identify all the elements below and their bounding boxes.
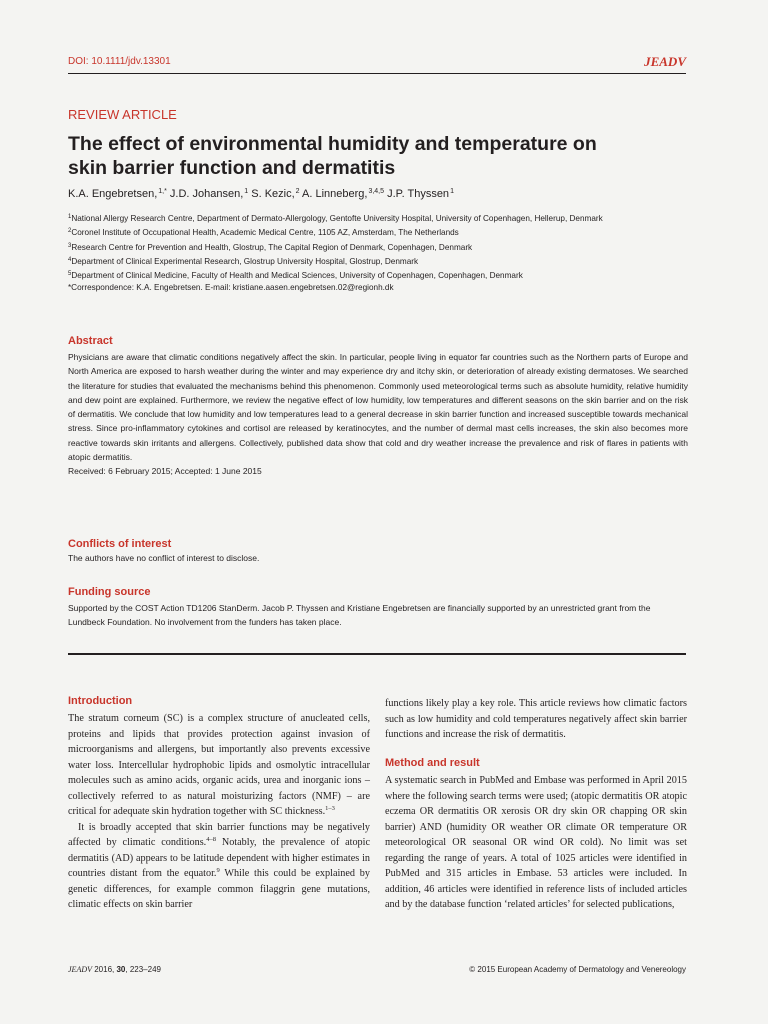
article-title: The effect of environmental humidity and temperature on skin barrier function and dermatitis	[68, 133, 597, 179]
affiliations	[68, 211, 688, 295]
affiliation: $^2$Coronel Institute of Occupational Health, Academic Medical Centre, 1105 AZ, Amsterdam, The Netherlands	[68, 228, 459, 238]
citation-ref[interactable]: 9	[216, 867, 220, 874]
introduction-continued: functions likely play a key role. This article reviews how climatic factors such as low humidity and cold temperatures negatively affect skin barrier functions and increase the risk of dermatitis.	[385, 698, 687, 740]
received-dates: Received: 6 February 2015; Accepted: 1 June 2015	[68, 466, 262, 477]
author: A. Linneberg,	[302, 188, 368, 200]
journal-name: JEADV	[644, 54, 686, 69]
author-affil-ref: 1	[450, 188, 454, 195]
affiliation: $^4$Department of Clinical Experimental Research, Glostrup University Hospital, Glostrup, Denmark	[68, 256, 419, 266]
method-heading: Method and result	[385, 757, 480, 769]
introduction-body	[68, 711, 370, 913]
author: J.P. Thyssen	[387, 188, 450, 200]
doi[interactable]: DOI: 10.1111/jdv.13301	[68, 56, 171, 67]
citation-ref[interactable]: 1–3	[325, 805, 335, 812]
author-affil-ref: 1,*	[158, 188, 167, 195]
header-rule	[68, 73, 686, 74]
author-affil-ref: 3,4,5	[368, 188, 385, 195]
abstract-text: Physicians are aware that climatic conditions negatively affect the skin. In particular, people living in equator far countries such as the Northern parts of Europe and North America are exposed to harsh weather during the winter and may experience dry and itchy skin, or deterioration of already existing dermatoses. We searched the literature for studies that evaluated the mechanisms behind this phenomenon. Commonly used meteorological terms such as absolute humidity, relative humidity and dew point are explained. Furthermore, we review the negative effect of low humidity, low temperatures and different seasons on the skin barrier and on the risk of dermatitis. We conclude that low humidity and low temperatures lead to a general decrease in skin barrier function and increased susceptible towards mechanical stress. Since pro-inflammatory cytokines and cortisol are released by keratinocytes, and the number of dermal mast cells increases, the skin also becomes more reactive towards skin irritants and allergens. Collectively, published data show that cold and dry weather increase the prevalence and risk of flares in patients with atopic dermatitis.	[68, 352, 688, 463]
author: K.A. Engebretsen,	[68, 188, 158, 200]
footer-copyright: © 2015 European Academy of Dermatology and Venereology	[469, 965, 686, 974]
citation-ref[interactable]: 4–8	[206, 836, 216, 843]
funding-text: Supported by the COST Action TD1206 StanDerm. Jacob P. Thyssen and Kristiane Engebretsen are financially supported by an unrestricted grant from the Lundbeck Foundation. No involvement from the funders has taken place.	[68, 603, 651, 628]
method-body: A systematic search in PubMed and Embase was performed in April 2015 where the following search terms were used; (atopic dermatitis OR atopic eczema OR dermatitis OR xerosis OR dry skin OR chapping OR skin barrier) AND (humidity OR weather OR climate OR temperature OR meteorological OR seasonal OR wind OR cold). No limit was set regarding the range of years. A total of 1025 articles were identified in PubMed and 315 articles in Embase. 53 articles were included. In addition, 46 articles were identified in reference lists of included articles and by the database function ‘related articles’ for selected publications,	[385, 775, 687, 910]
affiliation: $^3$Research Centre for Prevention and Health, Glostrup, The Capital Region of Denmark, Copenhagen, Denmark	[68, 242, 473, 252]
funding-heading: Funding source	[68, 586, 151, 598]
author: J.D. Johansen,	[169, 188, 244, 200]
author-affil-ref: 2	[295, 188, 300, 195]
conflicts-heading: Conflicts of interest	[68, 538, 172, 550]
article-type: REVIEW ARTICLE	[68, 107, 177, 122]
footer-citation: JEADV 2016, 30, 223–249	[68, 965, 161, 974]
author-list	[68, 188, 454, 200]
section-rule	[68, 653, 686, 655]
conflicts-text: The authors have no conflict of interest to disclose.	[68, 553, 260, 563]
paragraph: The stratum corneum (SC) is a complex structure of anucleated cells, proteins and lipids that provides protection against invasion of microorganisms and allergens, but importantly also prevents excessive water loss. Intercellular hydrophobic lipids and osmolytic intracellular molecules such as amino acids, organic acids, urea and inorganic ions – collectively referred to as natural moisturizing factors (NMF) – are critical for adequate skin hydration together with SC thickness.$^{1-3}$	[68, 713, 370, 817]
affiliation: $^1$National Allergy Research Centre, Department of Dermato-Allergology, Gentofte University Hospital, University of Copenhagen, Hellerup, Denmark	[68, 214, 603, 223]
abstract-heading: Abstract	[68, 335, 113, 347]
correspondence: *Correspondence: K.A. Engebretsen. E-mail: kristiane.aasen.engebretsen.02@regionh.dk	[68, 283, 394, 293]
author-affil-ref: 1	[244, 188, 249, 195]
paragraph: It is broadly accepted that skin barrier functions may be negatively affected by climatic conditions.$^{4-8}$ Notably, the prevalence of atopic dermatitis (AD) appears to be latitude dependent with higher estimates in countries distant from the equator.$^9$ While this could be explained by genetic differences, for example common filaggrin gene mutations, climatic effects on skin barrier	[68, 821, 370, 910]
introduction-heading: Introduction	[68, 695, 133, 707]
affiliation: $^5$Department of Clinical Medicine, Faculty of Health and Medical Sciences, University of Copenhagen, Copenhagen, Denmark	[68, 271, 523, 281]
abstract-body	[68, 350, 688, 479]
author: S. Kezic,	[251, 188, 295, 200]
